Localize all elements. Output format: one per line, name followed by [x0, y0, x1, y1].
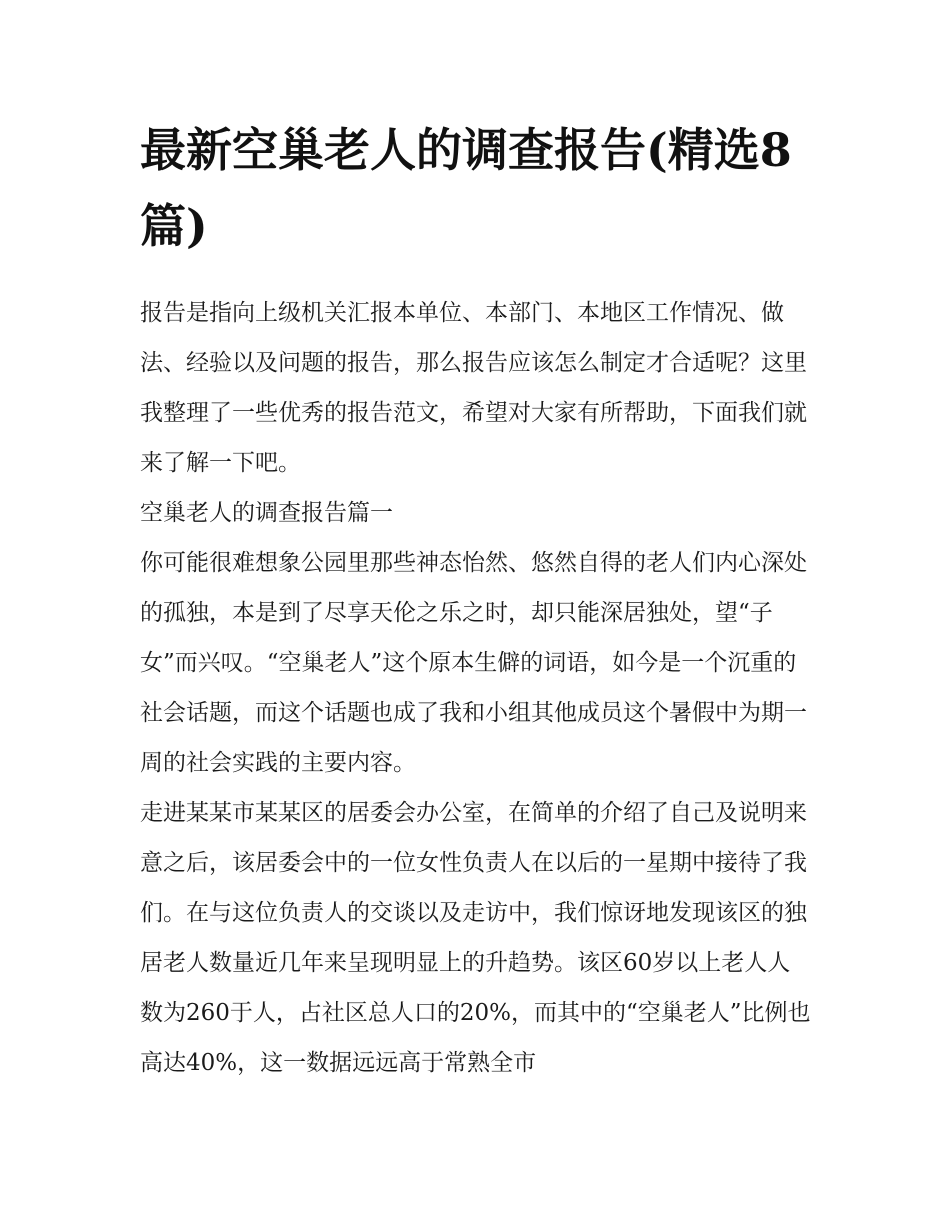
- intro-paragraph: 报告是指向上级机关汇报本单位、本部门、本地区工作情况、做法、经验以及问题的报告，那么报告应该怎么制定才合适呢？这里我整理了一些优秀的报告范文，希望对大家有所帮助，下面我们就来了解一下吧。: [140, 300, 807, 476]
- section-heading: 空巢老人的调查报告篇一: [140, 500, 393, 526]
- body-paragraph: 你可能很难想象公园里那些神态怡然、悠然自得的老人们内心深处的孤独，本是到了尽享天伦之乐之时，却只能深居独处，望“子女”而兴叹。“空巢老人”这个原本生僻的词语，如今是一个沉重的社会话题，而这个话题也成了我和小组其他成员这个暑假中为期一周的社会实践的主要内容。: [140, 550, 807, 776]
- body-paragraph: 走进某某市某某区的居委会办公室，在简单的介绍了自己及说明来意之后，该居委会中的一位女性负责人在以后的一星期中接待了我们。在与这位负责人的交谈以及走访中，我们惊讶地发现该区的独居老人数量近几年来呈现明显上的升趋势。该区60岁以上老人人数为260于人，占社区总人口的20%，而其中的“空巢老人”比例也高达40%，这一数据远远高于常熟全市: [140, 800, 811, 1076]
- document-body: [140, 112, 812, 1088]
- document-title: 最新空巢老人的调查报告(精选8篇): [140, 123, 792, 253]
